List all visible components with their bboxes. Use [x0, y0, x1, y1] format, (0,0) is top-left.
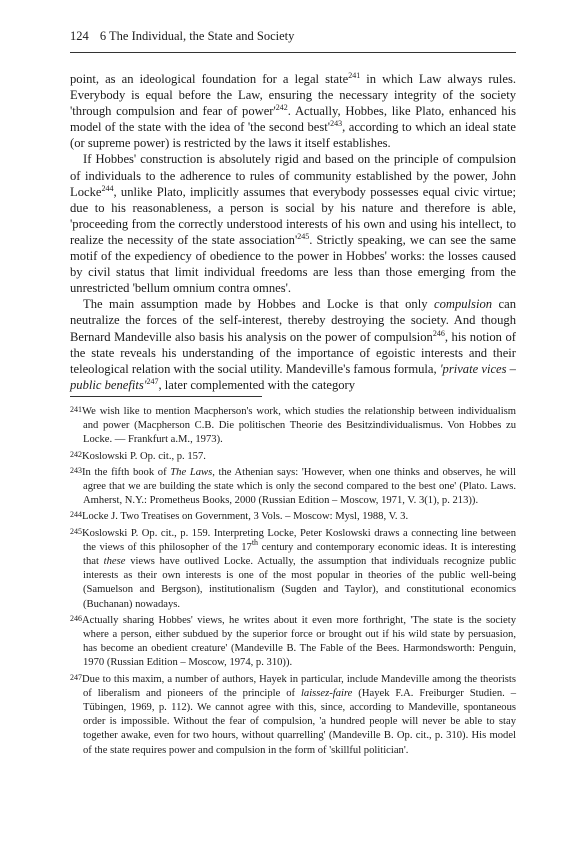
emphasis: compulsion	[433, 297, 493, 312]
footnote-number: 247	[70, 672, 82, 682]
footnote-number: 244	[70, 510, 82, 520]
footnote-243	[70, 464, 516, 509]
footnote-ref-247: 247	[146, 376, 159, 386]
footnote-separator	[70, 396, 262, 397]
text-run: , unlike Plato, implicitly assumes that everybody possesses equal civic virtue; due to his reasonableness, a person is social by his nature and therefore is able, 'proceeding from the correctly understood interests of his own and using his intellect, to realize the necessity of the state association'	[70, 184, 516, 247]
text-run: can neutralize the forces of the self-interest, thereby destroying the society. And though Bernard Mandeville also basis his analysis on the power of compulsion	[70, 297, 517, 344]
footnotes	[70, 403, 516, 758]
footnote-242	[70, 448, 516, 464]
footnote-ref-242: 242	[275, 103, 288, 113]
footnote-number: 246	[70, 613, 82, 623]
footnote-ref-243: 243	[330, 119, 343, 129]
text-run: . Strictly speaking, we can see the same motif of the expediency of obedience to the power in Hobbes' works: the losses caused by civil status that limit individual freedoms are less than those emerging from the unrestricted 'bellum omnium contra omnes'.	[70, 232, 517, 296]
footnote-text: Koslowski P. Op. cit., p. 159. Interpreting Locke, Peter Koslowski draws a connecting line between the views of this philosopher of the 17	[82, 527, 516, 553]
emphasis: these	[103, 556, 126, 568]
text-run: in which Law always rules. Everybody is equal before the Law, ensuring the necessary integrity of the society 'through compulsion and fear of power'	[70, 72, 516, 119]
text-run: point, as an ideological foundation for a legal state	[70, 72, 349, 86]
footnote-text: In the fifth book of	[82, 466, 171, 478]
footnote-text: , the Athenian says: 'However, when one thinks and observes, he will agree that we are building the state which is only the second compared to the best one' (Plato. Laws. Amherst, N.Y.: Prometheus Books, 2000 (Russian Edition – Moscow, 1971, V. 3(1), p. 213)).	[83, 466, 516, 507]
header-rule	[70, 52, 516, 53]
footnote-number: 241	[70, 405, 82, 414]
footnote-ref-244: 244	[101, 183, 114, 193]
emphasis: laissez-faire	[300, 687, 353, 699]
footnote-245	[70, 525, 516, 612]
footnote-text: Locke J. Two Treatises on Government, 3 Vols. – Moscow: Mysl, 1988, V. 3.	[82, 511, 409, 523]
running-title: 6 The Individual, the State and Society	[99, 29, 295, 43]
running-header	[70, 28, 514, 44]
footnote-text: Due to this maxim, a number of authors, Hayek in particular, include Mandeville among the theorists of liberalism and pioneers of the principle of	[82, 673, 516, 699]
footnote-246	[70, 612, 516, 671]
footnote-244	[70, 508, 516, 524]
footnote-text: We wish like to mention Macpherson's work, which studies the relationship between individualism and power (Macpherson C.B. Die politischen Theorie des Besitzindividualismus. Von Hobbes zu Locke. — Frankfurt a.M., 1973).	[82, 406, 516, 446]
footnote-247	[70, 671, 516, 758]
page-number: 124	[70, 29, 89, 43]
text-run: If Hobbes' construction is absolutely rigid and based on the principle of compulsion of individuals to the adherence to rules of community established by the power, John Locke	[70, 152, 516, 199]
footnote-text: century and contemporary economic ideas. It is interesting that	[83, 541, 516, 568]
text-run: , according to which an ideal state (or supreme power) is restricted by the laws it itself establishes.	[70, 120, 516, 151]
paragraph-3	[70, 296, 516, 393]
emphasis: 'private vices – public benefits'	[70, 361, 516, 392]
text-run: The main assumption made by Hobbes and Locke is that only	[83, 297, 434, 312]
footnote-ref-245: 245	[297, 231, 310, 241]
footnote-text: (Hayek F.A. Freiburger Studien. – Tübingen, 1969, p. 112). We cannot agree with this, since, according to Mandeville, spontaneous order is impossible. Without the fear of compulsion, 'a hundred people will never be able to stay together awake, even for two hours, without quarrelling' (Mandeville B. Op. cit., p. 310). His model of the state requires power and compulsion in the form of 'skillful politician'.	[83, 687, 516, 756]
footnote-number: 243	[70, 465, 82, 475]
footnote-number: 242	[70, 449, 82, 459]
paragraph-2	[70, 151, 516, 296]
footnote-ref-241: 241	[348, 71, 361, 80]
footnote-ref-246: 246	[432, 328, 445, 338]
paragraph-1	[70, 71, 516, 151]
footnote-text: views have outlived Locke. Actually, the assumption that individuals recognize public interests as their own interests is one of the most popular in theories of the public well-being (Samuelson and Bergson), institutionalism (Sugden and Taylor), and constitutional economics (Buchanan) nowadays.	[83, 556, 516, 610]
footnote-241	[70, 403, 516, 448]
text-run: , his notion of the state reveals his understanding of the importance of egoistic interests and their teleological relation with the social utility. Mandeville's famous formula,	[70, 329, 517, 376]
text-run: , later complemented with the category	[158, 377, 356, 392]
emphasis: The Laws	[170, 466, 213, 478]
footnote-text: Koslowski P. Op. cit., p. 157.	[82, 450, 206, 462]
footnote-text: Actually sharing Hobbes' views, he writes about it even more forthright, 'The state is the society where a person, either subdued by the superior force or brought out if his wild state by persuasion, has become an obedient creature' (Mandeville B. The Fable of the Bees. Harmondsworth: Penguin, 1970 (Russian Edition – Moscow, 1974, p. 310)).	[82, 614, 516, 669]
main-text	[70, 71, 516, 393]
text-run: . Actually, Hobbes, like Plato, enhanced his model of the state with the idea of 'the second best'	[70, 104, 517, 135]
footnote-number: 245	[70, 526, 82, 536]
ordinal-suffix: th	[251, 537, 259, 547]
